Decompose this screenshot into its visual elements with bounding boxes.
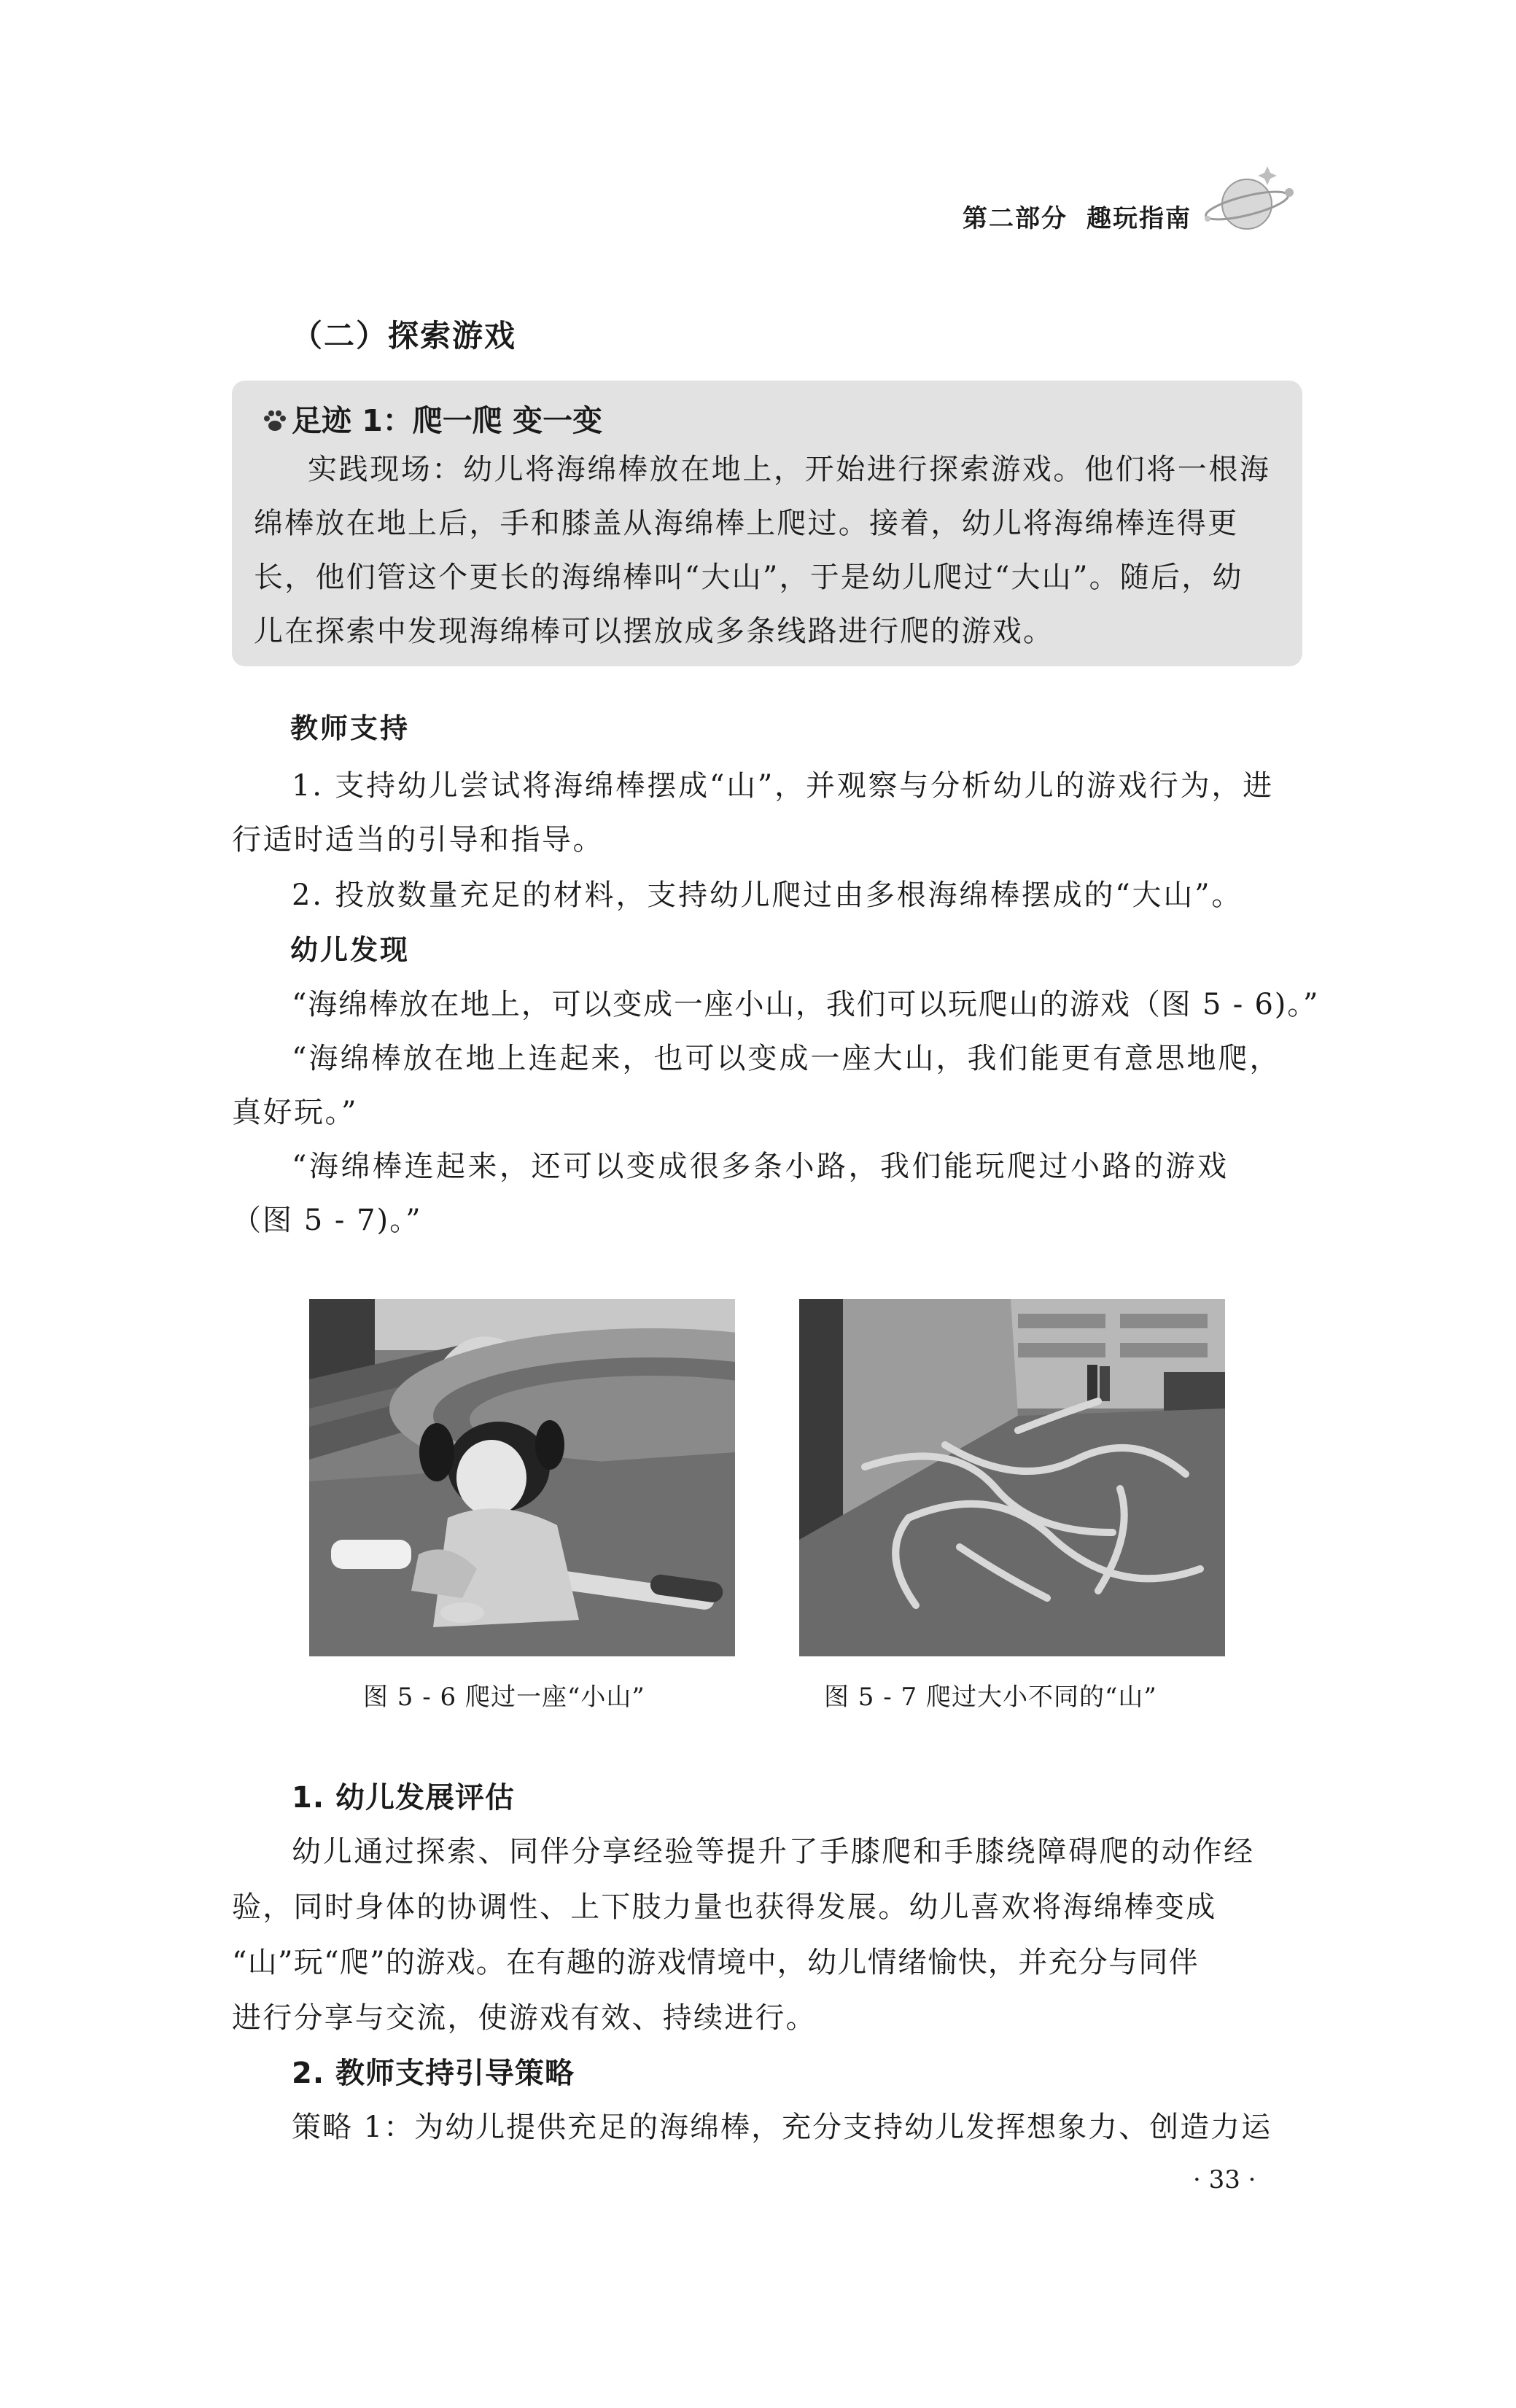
figure-caption: 图 5 - 7 爬过大小不同的“山” xyxy=(824,1683,1157,1712)
teacher-support-heading: 教师支持 xyxy=(290,712,411,744)
child-discovery-line: “海绵棒连起来，还可以变成很多条小路，我们能玩爬过小路的游戏 xyxy=(292,1150,1229,1183)
evaluation-line: 进行分享与交流，使游戏有效、持续进行。 xyxy=(232,2001,817,2035)
evaluation-line: “山”玩“爬”的游戏。在有趣的游戏情境中，幼儿情绪愉快，并充分与同伴 xyxy=(232,1946,1199,1979)
paw-print-icon xyxy=(263,406,287,441)
practice-box-title-text: 足迹 1：爬一爬 变一变 xyxy=(292,403,603,438)
part-label: 第二部分 xyxy=(963,204,1068,233)
running-header xyxy=(963,198,1192,234)
practice-line: 实践现场：幼儿将海绵棒放在地上，开始进行探索游戏。他们将一根海 xyxy=(308,453,1271,486)
page-number: · 33 · xyxy=(1193,2165,1256,2194)
teacher-support-line: 1. 支持幼儿尝试将海绵棒摆成“山”，并观察与分析幼儿的游戏行为，进 xyxy=(292,769,1274,803)
evaluation-line: 验，同时身体的协调性、上下肢力量也获得发展。幼儿喜欢将海绵棒变成 xyxy=(232,1890,1217,1924)
photo-child-crawling xyxy=(309,1299,735,1656)
child-discovery-line: “海绵棒放在地上连起来，也可以变成一座大山，我们能更有意思地爬， xyxy=(292,1042,1281,1075)
evaluation-line: 幼儿通过探索、同伴分享经验等提升了手膝爬和手膝绕障碍爬的动作经 xyxy=(292,1835,1255,1869)
section-heading: （二）探索游戏 xyxy=(292,318,517,354)
child-discovery-heading: 幼儿发现 xyxy=(290,934,411,966)
evaluation-heading: 1. 幼儿发展评估 xyxy=(292,1781,515,1815)
child-discovery-line: （图 5 - 7)。” xyxy=(232,1204,422,1237)
planet-icon xyxy=(1196,159,1305,239)
teacher-support-line: 2. 投放数量充足的材料，支持幼儿爬过由多根海绵棒摆成的“大山”。 xyxy=(292,878,1243,912)
practice-line: 绵棒放在地上后，手和膝盖从海绵棒上爬过。接着，幼儿将海绵棒连得更 xyxy=(254,507,1239,540)
photo-foam-stick-paths xyxy=(799,1299,1225,1656)
teacher-support-line: 行适时适当的引导和指导。 xyxy=(232,823,604,857)
strategy-line: 策略 1：为幼儿提供充足的海绵棒，充分支持幼儿发挥想象力、创造力运 xyxy=(292,2111,1272,2144)
practice-line: 长，他们管这个更长的海绵棒叫“大山”，于是幼儿爬过“大山”。随后，幼 xyxy=(254,561,1243,594)
figure-caption: 图 5 - 6 爬过一座“小山” xyxy=(363,1683,645,1712)
practice-line: 儿在探索中发现海绵棒可以摆放成多条线路进行爬的游戏。 xyxy=(254,615,1054,648)
strategy-heading: 2. 教师支持引导策略 xyxy=(292,2057,575,2090)
child-discovery-line: 真好玩。” xyxy=(232,1096,358,1129)
child-discovery-line: “海绵棒放在地上，可以变成一座小山，我们可以玩爬山的游戏（图 5 - 6)。” xyxy=(292,988,1320,1021)
part-title: 趣玩指南 xyxy=(1087,204,1192,233)
practice-box-title xyxy=(263,397,602,441)
